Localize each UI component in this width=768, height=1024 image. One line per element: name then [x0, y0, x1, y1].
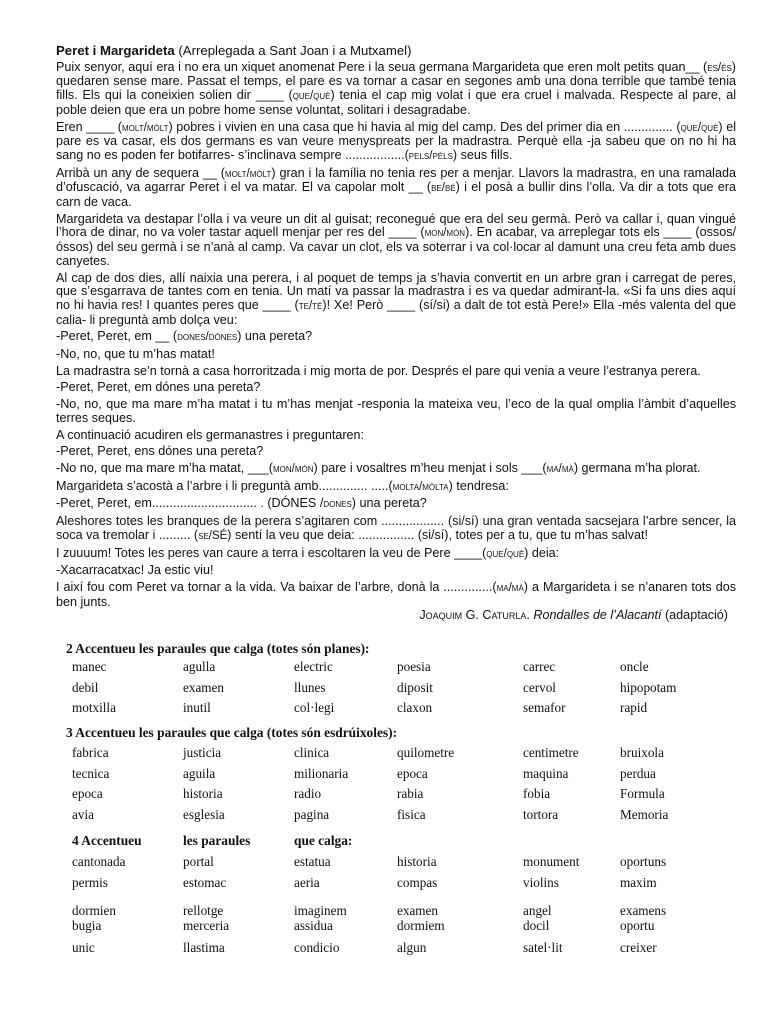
word-item: Formula [620, 786, 665, 802]
story-section [56, 44, 736, 623]
word-item: violins [523, 874, 559, 890]
paragraph-text: )! Xe! Però ____ (sí/si) a dalt de tot està Pere!» Ella -més valenta del que calia- li preguntà amb dolça veu: [56, 297, 736, 327]
paragraph [56, 445, 736, 459]
word-item: oncle [620, 659, 649, 675]
word-item: aguila [183, 765, 216, 781]
answer-options: be/bé [431, 182, 456, 195]
paragraph-text: I zuuuum! Totes les peres van caure a terra i escoltaren la veu de Pere ____( [56, 545, 487, 560]
paragraph [56, 365, 736, 379]
word-row [72, 764, 712, 785]
paragraph-text: -Peret, Peret, em.............................. . (DÓNES / [56, 496, 324, 511]
paragraph-text: -Peret, Peret, ens dónes una pereta? [56, 444, 264, 459]
paragraph-text: ) el pare es va casar, els dos germans es van veure menyspreats per la madrastra. Perquè ella -ja sabeu que on no hi ha sang no es poden fer botifarres- s’inclinava sempre .................( [56, 119, 737, 162]
word-item: estatua [294, 854, 331, 870]
word-item: merceria [183, 917, 230, 933]
paragraph [56, 121, 736, 164]
paragraph [56, 564, 736, 578]
answer-options: mon/món [424, 227, 466, 240]
word-item: esglesia [183, 806, 225, 822]
word-item: historia [397, 854, 437, 870]
word-item: justicia [183, 745, 222, 761]
answer-options: ma/mà [546, 462, 574, 475]
word-item: clinica [294, 745, 330, 761]
word-item: oportu [620, 917, 655, 933]
word-item: bugia [72, 917, 102, 933]
paragraph-text: Margarideta va destapar l’olla i va veure un dit al guisat; reconegué que era del seu germà. Però va callar i, quan vingué l’hora de dinar, no va voler tastar aquell menjar per res del ____ ( [56, 211, 736, 240]
paragraph-text: Arribà un any de sequera __ ( [56, 165, 225, 180]
word-item: estomac [183, 874, 227, 890]
paragraph-text: ) tendresa: [448, 478, 509, 493]
paragraph-text: ) a Margarideta i se n’anaren tots dos ben junts. [56, 579, 737, 609]
answer-options: que/què [680, 121, 719, 134]
paragraph-text: ) deia: [524, 545, 560, 560]
paragraph-text: -Peret, Peret, em __ ( [56, 329, 178, 344]
paragraph-text: ) quedaren sense mare. Passat el temps, el pare es va tornar a casar en segones amb una dona terrible que també tenia fills. Els qui la coneixien solien dir ____ ( [56, 59, 736, 103]
answer-options: pels/pèls [408, 149, 453, 162]
word-item: avia [72, 806, 94, 822]
source-attribution [56, 609, 736, 623]
story-title-line [56, 44, 736, 58]
paragraph-text: Al cap de dos dies, allí naixia una perera, i al poquet de temps ja s’havia convertit en un arbre gran i carregat de peres, que s’esgarrava de tantes com en tenia. Un matí va passar la madrastra i es va quedar admirant-la. «Si fa uns dies aquí no hi havia res! I quantes peres que ____ ( [56, 270, 736, 312]
answer-options: que/què [292, 90, 331, 103]
word-item: tecnica [72, 765, 110, 781]
exercise-4-grid-c [72, 938, 712, 959]
word-item: historia [183, 786, 223, 802]
word-item: hipopotam [620, 679, 677, 695]
word-row [72, 784, 712, 805]
word-item: unic [72, 940, 95, 956]
paragraph-text: -No, no, que ma mare m’ha matat i tu m’has menjat -responia la mateixa veu, l’eco de la qual omplia l’àmbit d’aquelles terres seques. [56, 397, 736, 425]
word-item: portal [183, 854, 214, 870]
source-note: (adaptació) [664, 608, 728, 623]
paragraph [56, 213, 736, 269]
word-item: manec [72, 659, 107, 675]
answer-options: te/té [298, 299, 323, 312]
paragraph [56, 547, 736, 562]
word-item: monument [523, 854, 580, 870]
paragraph-text: -No, no, que tu m’has matat! [56, 347, 215, 362]
word-item: algun [397, 940, 427, 956]
paragraph [56, 381, 736, 395]
exercise-4-grid-b [72, 903, 712, 933]
word-item: cantonada [72, 854, 126, 870]
paragraph [56, 515, 736, 543]
word-item: llastima [183, 940, 225, 956]
word-item: maquina [523, 765, 569, 781]
paragraph-text: -Xacarracatxac! Ja estic viu! [56, 563, 214, 578]
story-title: Peret i Margarideta [56, 43, 175, 58]
answer-options: dones [323, 498, 352, 511]
paragraph-text: ). En acabar, va arreplegar tots els ____ (ossos/óssos) del seu germà i se n’anà al camp. Va cavar un clot, els va soterrar i va col·locar al damunt una creu feta amb dues canyetes. [56, 225, 736, 268]
answer-options: dones/dónes [177, 331, 238, 344]
paragraph-text: ) pobres i vivien en una casa que hi havia al mig del camp. Des del primer dia en .............. ( [168, 119, 681, 134]
paragraph-text: La madrastra se’n tornà a casa horroritzada i mig morta de por. Després el pare qui venia a veure l’estranya perera. [56, 363, 701, 378]
word-row [72, 873, 712, 894]
paragraph-text: ) sentí la veu que deia: ................ (si/sí), totes per a tu, que tu m’has salvat! [227, 527, 648, 542]
exercise-2-grid [72, 657, 712, 719]
exercise-4-title-part: les paraules [183, 833, 251, 848]
paragraph-text: A continuació acudiren els germanastres i preguntaren: [56, 427, 365, 442]
paragraph [56, 398, 736, 425]
word-item: fisica [397, 806, 426, 822]
exercise-2-title: 2 Accentueu les paraules que calga (totes són planes): [66, 641, 370, 656]
paragraph [56, 429, 736, 443]
source-book: Rondalles de l’Alacantí [533, 608, 662, 623]
word-item: fabrica [72, 745, 109, 761]
word-item: poesia [397, 659, 431, 675]
word-item: inutil [183, 700, 211, 716]
word-item: assidua [294, 917, 333, 933]
paragraph [56, 581, 736, 609]
word-item: bruixola [620, 745, 664, 761]
paragraph-text: Puix senyor, aquí era i no era un xiquet anomenat Pere i la seua germana Margarideta que eren molt petits quan__ ( [56, 59, 708, 74]
paragraph [56, 61, 736, 118]
word-item: motxilla [72, 700, 116, 716]
word-row [72, 903, 712, 918]
word-item: epoca [397, 765, 428, 781]
word-item: rabia [397, 786, 424, 802]
paragraph-text: Margarideta s’acostà a l’arbre i li preguntà amb.............. .....( [56, 478, 393, 493]
word-row [72, 918, 712, 933]
paragraph-text: ) germana m’ha plorat. [573, 460, 701, 475]
paragraph-text: ) una pereta? [237, 329, 313, 344]
story-subtitle: (Arreplegada a Sant Joan i a Mutxamel) [178, 43, 412, 58]
paragraph [56, 272, 736, 328]
word-item: creixer [620, 940, 657, 956]
word-item: col·legi [294, 700, 335, 716]
word-item: maxim [620, 874, 657, 890]
word-item: diposit [397, 679, 433, 695]
word-row [72, 678, 712, 699]
paragraph [56, 348, 736, 362]
word-item: llunes [294, 679, 326, 695]
word-item: compas [397, 874, 438, 890]
word-row [72, 698, 712, 719]
source-author: Joaquim G. Caturla. [419, 608, 530, 623]
word-item: quilometre [397, 745, 455, 761]
word-item: examen [397, 902, 439, 918]
word-item: epoca [72, 786, 103, 802]
paragraph-text: ) tenia el cap mig volat i que era cruel i malvada. Respecte al pare, al poble deien que era un pobre home sense voluntat, solitari i desagradabe. [56, 88, 736, 117]
answer-options: se/SÉ [198, 529, 228, 542]
word-item: rellotge [183, 902, 224, 918]
exercise-4-title-part: que calga: [294, 833, 353, 848]
word-item: perdua [620, 765, 656, 781]
answer-options: es/és [707, 61, 732, 74]
word-item: semafor [523, 700, 566, 716]
word-item: docil [523, 917, 550, 933]
answer-options: que/què [486, 547, 525, 560]
paragraph-text: ) i el posà a bullir dins l’olla. Va dir a tots que era carn de vaca. [56, 180, 736, 210]
word-item: fobia [523, 786, 551, 802]
word-item: cervol [523, 679, 556, 695]
paragraph-text: -Peret, Peret, em dónes una pereta? [56, 380, 261, 395]
word-row [72, 743, 712, 764]
word-item: condicio [294, 940, 340, 956]
word-item: Memoria [620, 806, 669, 822]
word-item: radio [294, 786, 322, 802]
word-item: satel·lit [523, 940, 563, 956]
answer-options: mon/món [273, 462, 314, 475]
exercise-4-title-part: 4 Accentueu [72, 833, 142, 848]
exercise-3-title: 3 Accentueu les paraules que calga (totes són esdrúixoles): [66, 725, 398, 740]
word-item: aeria [294, 874, 320, 890]
word-item: oportuns [620, 854, 667, 870]
paragraph-text: I així fou com Peret va tornar a la vida. Va baixar de l’arbre, donà la ..............( [56, 579, 497, 594]
paragraph-text: ) seus fills. [452, 147, 513, 162]
word-item: pagina [294, 806, 330, 822]
word-item: agulla [183, 659, 216, 675]
answer-options: ma/mà [496, 581, 524, 594]
paragraph [56, 167, 736, 210]
paragraph [56, 497, 736, 512]
answer-options: molt/mòlt [224, 167, 272, 180]
paragraph-text: Aleshores totes les branques de la perera s’agitaren com .................. (si/sí) una gran ventada sacsejara l’arbre sencer, la soca va tremolar i ......... ( [56, 514, 736, 542]
word-item: debil [72, 679, 99, 695]
paragraph-text: ) gran i la família no tenia res per a menjar. Llavors la madrastra, en una ramalada d’ofuscació, va agarrar Peret i el va matar. El va capolar molt __ ( [56, 165, 736, 195]
paragraph [56, 462, 736, 477]
paragraph-text: ) una pereta? [351, 496, 427, 511]
word-row [72, 852, 712, 873]
word-row [72, 938, 712, 959]
word-row [72, 657, 712, 678]
exercise-3-grid [72, 743, 712, 825]
paragraph-text: Eren ____ ( [56, 119, 122, 134]
word-row [72, 805, 712, 826]
exercise-4-title [72, 833, 712, 853]
word-item: rapid [620, 700, 648, 716]
word-item: tortora [523, 806, 559, 822]
word-item: electric [294, 659, 333, 675]
word-item: claxon [397, 700, 433, 716]
paragraph-text: -No no, que ma mare m’ha matat, ___( [56, 460, 273, 475]
paragraph [56, 330, 736, 345]
answer-options: molta/mòlta [392, 480, 449, 493]
word-item: examens [620, 902, 667, 918]
word-item: angel [523, 902, 552, 918]
paragraph-text: ) pare i vosaltres m’heu menjat i sols ___( [313, 460, 547, 475]
answer-options: molt/mòlt [122, 121, 169, 134]
word-item: carrec [523, 659, 556, 675]
exercise-4-grid-a [72, 852, 712, 893]
word-item: permis [72, 874, 108, 890]
word-item: examen [183, 679, 225, 695]
word-item: milionaria [294, 765, 349, 781]
word-item: dormien [72, 902, 116, 918]
word-item: imaginem [294, 902, 347, 918]
word-item: dormiem [397, 917, 445, 933]
paragraph [56, 480, 736, 495]
word-item: centimetre [523, 745, 579, 761]
